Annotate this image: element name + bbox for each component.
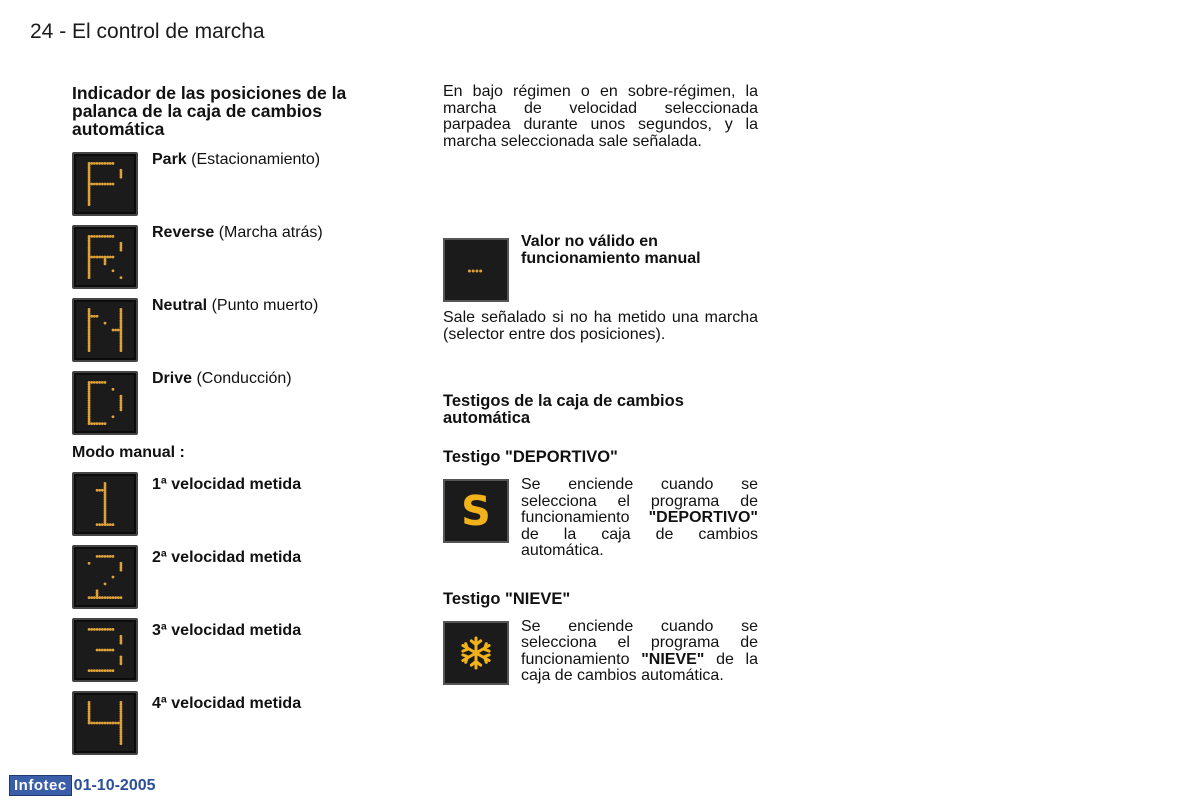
led-dot [104,262,107,265]
position-name: Park [152,151,187,168]
led-dot [117,329,120,332]
snowflake-icon [443,621,509,685]
led-dot [101,555,104,558]
led-dot [106,722,109,725]
led-display-p-icon [72,152,138,216]
led-dot [88,628,91,631]
led-dot [93,596,96,599]
position-item-reverse [72,225,372,298]
led-dot [117,722,120,725]
led-matrix [74,693,136,753]
led-matrix [74,620,136,680]
intro-paragraph: En bajo régimen o en sobre-régimen, la marcha de velocidad seleccionada parpadea durante unos segundos, y la marcha seleccionada sale señalada. [443,83,758,150]
led-dot [101,649,104,652]
led-dot [96,669,99,672]
footer-date: 01-10-2005 [73,776,156,794]
led-dot [112,388,115,391]
sport-lamp-title: Testigo "DEPORTIVO" [443,448,618,466]
led-dot [88,562,91,565]
led-dot [104,422,107,425]
led-dot [112,162,115,165]
led-dot [112,649,115,652]
led-dot [120,408,123,411]
led-dot [109,722,112,725]
gear-item-2 [72,545,372,618]
led-matrix [74,227,136,287]
led-dot [112,628,115,631]
led-dot [109,256,112,259]
led-dot [106,596,109,599]
led-dot [90,596,93,599]
led-dot [104,381,107,384]
led-dot [104,582,107,585]
svg-text:S: S [461,487,491,536]
led-dot [101,523,104,526]
led-dot [98,422,101,425]
snow-lamp-row [443,619,758,685]
led-dot [104,596,107,599]
led-dot [96,523,99,526]
led-dot [112,183,115,186]
led-matrix [74,154,136,214]
led-dot [96,489,99,492]
led-dot [98,235,101,238]
led-dot [90,669,93,672]
led-dot [98,649,101,652]
led-dot [98,596,101,599]
led-dot [112,576,115,579]
led-dot [112,722,115,725]
led-dot [93,162,96,165]
led-dot [96,162,99,165]
led-dot [96,628,99,631]
brand-logo: Infotec [9,775,72,796]
led-dot [104,722,107,725]
led-dot [96,256,99,259]
led-dot [96,649,99,652]
led-dot [109,235,112,238]
led-dot [98,162,101,165]
led-dot [93,722,96,725]
led-dot [109,669,112,672]
led-dot [88,422,91,425]
led-dot [90,422,93,425]
led-display-r-icon [72,225,138,289]
led-dot [88,276,91,279]
led-dot [114,329,117,332]
led-dot [93,256,96,259]
led-dot [88,203,91,206]
led-dot [106,162,109,165]
section-title-lamps: Testigos de la caja de cambios automática [443,392,684,427]
led-dot [117,596,120,599]
led-dot [98,523,101,526]
led-dot [90,183,93,186]
led-dot [120,742,123,745]
gear-label: 1ª velocidad metida [152,476,302,493]
gear-label: 2ª velocidad metida [152,549,302,566]
led-dot [104,183,107,186]
led-dot [106,523,109,526]
position-desc: (Conducción) [192,370,292,387]
led-dot [90,722,93,725]
led-dot [106,669,109,672]
led-display-d-icon [72,371,138,435]
dash-display-icon [443,238,509,302]
position-item-park [72,152,372,225]
led-dot [101,596,104,599]
position-item-neutral [72,298,372,371]
led-display-1-icon [72,472,138,536]
led-dot [96,422,99,425]
led-display-3-icon [72,618,138,682]
led-dot [90,162,93,165]
led-dot [90,235,93,238]
led-dot [96,315,99,318]
led-dot [104,162,107,165]
led-dot [101,722,104,725]
led-dot [104,649,107,652]
led-dot [98,256,101,259]
led-dot [104,669,107,672]
led-dot [93,422,96,425]
led-dot [98,381,101,384]
led-dot [88,349,91,352]
led-dot [109,555,112,558]
led-dot [90,628,93,631]
led-matrix [74,547,136,607]
position-item-drive [72,371,372,444]
led-dot [93,628,96,631]
led-dot [96,183,99,186]
gear-item-1 [72,472,372,545]
led-dot [114,596,117,599]
left-column [72,84,372,764]
led-dot [106,256,109,259]
led-dot [106,555,109,558]
manual-mode-label: Modo manual : [72,444,185,461]
led-dot [90,256,93,259]
led-dot [109,523,112,526]
led-dot [93,669,96,672]
position-desc: (Estacionamiento) [186,151,321,168]
led-dot [109,162,112,165]
led-dot [112,596,115,599]
led-dot [120,642,123,645]
led-dot [112,555,115,558]
led-dot [112,256,115,259]
invalid-value-title: Valor no válido en funcionamiento manual [521,233,701,267]
led-dot [104,555,107,558]
led-dot [120,596,123,599]
led-dot [96,381,99,384]
led-matrix [74,474,136,534]
led-display-2-icon [72,545,138,609]
led-dot [101,256,104,259]
led-dot [106,649,109,652]
led-display-4-icon [72,691,138,755]
led-dot [98,555,101,558]
led-dot [88,669,91,672]
led-dot [109,183,112,186]
led-dot [96,555,99,558]
led-dot [98,722,101,725]
led-dot [98,669,101,672]
led-matrix [74,300,136,360]
led-dot [112,269,115,272]
position-desc: (Punto muerto) [207,297,319,314]
led-dot [112,415,115,418]
led-dot [93,315,96,318]
led-dot [109,596,112,599]
right-column [443,84,758,685]
snow-lamp-title: Testigo "NIEVE" [443,589,571,608]
led-dot [106,628,109,631]
led-dot [106,235,109,238]
led-dot [120,276,123,279]
led-dot [98,183,101,186]
sport-lamp-row [443,477,758,560]
led-dot [101,162,104,165]
led-dot [98,489,101,492]
position-name: Neutral [152,297,208,314]
led-matrix [74,373,136,433]
snow-lamp-text: Se enciende cuando se selecciona el programa de funcionamiento "NIEVE" de la caja de cambios automática. [521,617,758,684]
led-dot [101,669,104,672]
led-dot [120,569,123,572]
gear-item-3 [72,618,372,691]
led-dot [109,628,112,631]
led-dot [96,596,99,599]
led-dot [120,176,123,179]
led-dot [114,722,117,725]
led-dot [101,183,104,186]
led-dot [88,722,91,725]
led-dot [112,329,115,332]
led-dot [93,235,96,238]
led-dot [101,628,104,631]
led-dot [96,235,99,238]
gear-label: 3ª velocidad metida [152,622,302,639]
led-dot [106,183,109,186]
led-dot [104,322,107,325]
led-dot [96,722,99,725]
led-dot [90,381,93,384]
led-dot [93,381,96,384]
led-dot [98,628,101,631]
section-title-positions: Indicador de las posiciones de la palanca de la caja de cambios automática [72,83,347,139]
led-dot [101,235,104,238]
led-dot [101,422,104,425]
position-name: Drive [152,370,193,387]
led-dot [101,489,104,492]
gear-item-4 [72,691,372,764]
led-dot [112,523,115,526]
invalid-value-desc: Sale señalado si no ha metido una marcha (selector entre dos posiciones). [443,309,758,343]
sport-s-icon [443,479,509,543]
gear-label: 4ª velocidad metida [152,695,302,712]
position-name: Reverse [152,224,215,241]
invalid-value-block [443,233,758,302]
led-dot [120,249,123,252]
led-dot [93,183,96,186]
position-desc: (Marcha atrás) [214,224,323,241]
page-header: 24 - El control de marcha [30,20,265,43]
led-dot [112,669,115,672]
led-dot [120,662,123,665]
led-dot [104,628,107,631]
sport-lamp-text: Se enciende cuando se selecciona el programa de funcionamiento "DEPORTIVO" de la caja de cambios automática. [521,476,758,559]
led-dot [109,649,112,652]
led-dot [101,381,104,384]
led-dot [90,315,93,318]
led-dot [88,596,91,599]
led-dot [120,349,123,352]
led-dot [104,523,107,526]
footer [9,775,156,796]
led-dot [104,235,107,238]
led-display-n-icon [72,298,138,362]
led-dot [112,235,115,238]
